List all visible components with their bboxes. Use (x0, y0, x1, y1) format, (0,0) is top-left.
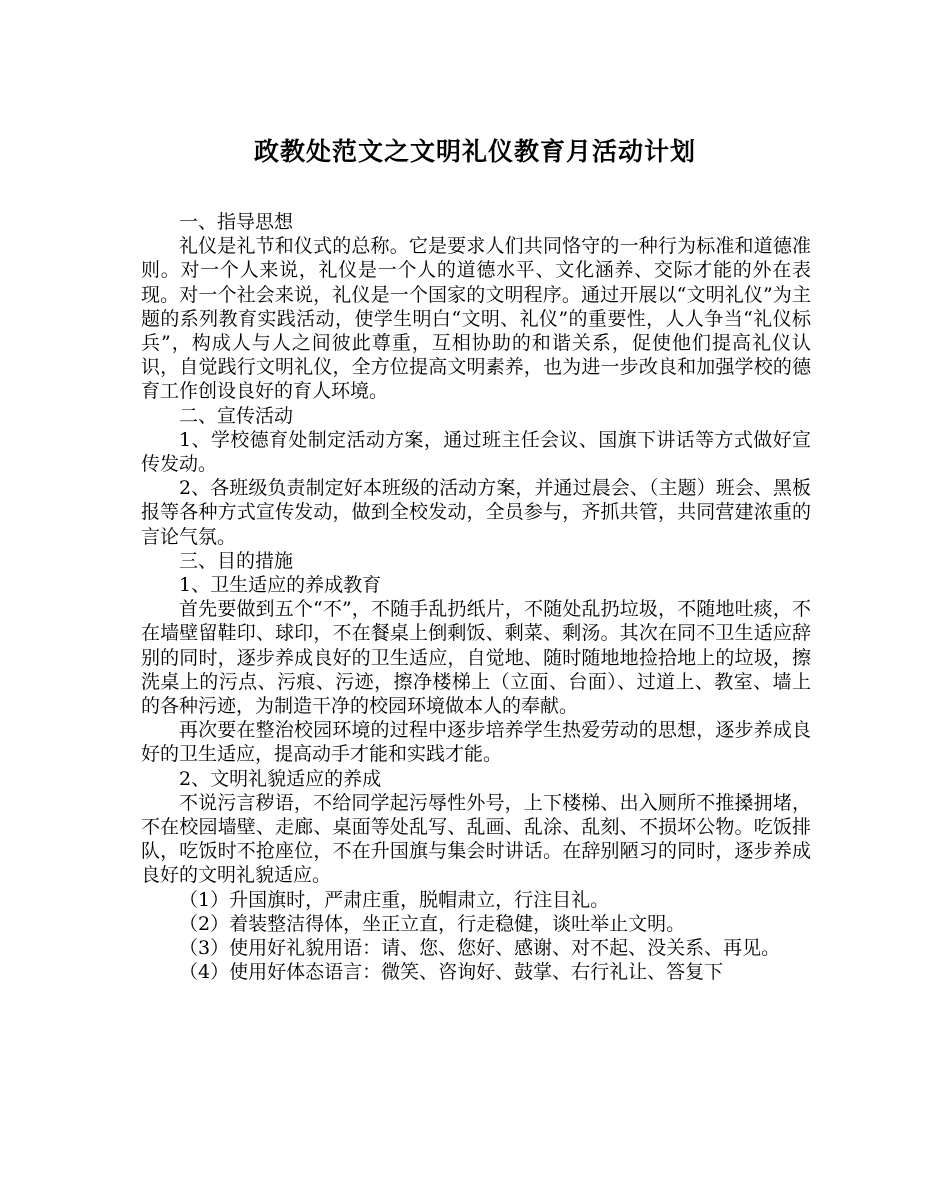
document-body (141, 210, 811, 985)
paragraph-etiquette-definition: 礼仪是礼节和仪式的总称。它是要求人们共同恪守的一种行为标准和道德准则。对一个人来说，礼仪是一个人的道德水平、文化涵养、交际才能的外在表现。对一个社会来说，礼仪是一个国家的文明程序。通过开展以“文明礼仪”为主题的系列教育实践活动，使学生明白“文明、礼仪”的重要性，人人争当“礼仪标兵”，构成人与人之间彼此尊重，互相协助的和谐关系，促使他们提高礼仪认识，自觉践行文明礼仪，全方位提高文明素养，也为进一步改良和加强学校的德育工作创设良好的育人环境。 (141, 235, 811, 403)
list-item-flag-ceremony: （1）升国旗时，严肃庄重，脱帽肃立，行注目礼。 (179, 888, 610, 911)
paragraph-hygiene-again: 再次要在整治校园环境的过程中逐步培养学生热爱劳动的思想，逐步养成良好的卫生适应，提高动手才能和实践才能。 (141, 719, 811, 766)
paragraph-hygiene-first: 首先要做到五个“不”，不随手乱扔纸片，不随处乱扔垃圾，不随地吐痰，不在墙壁留鞋印、球印，不在餐桌上倒剩饭、剩菜、剩汤。其次在同不卫生适应辞别的同时，逐步养成良好的卫生适应，自觉地、随时随地地捡拾地上的垃圾，擦洗桌上的污点、污痕、污迹，擦净楼梯上（立面、台面）、过道上、教室、墙上的各种污迹，为制造干净的校园环境做本人的奉献。 (141, 598, 811, 718)
list-item-dress: （2）着装整洁得体，坐正立直，行走稳健，谈吐举止文明。 (179, 912, 686, 935)
list-item-polite-words: （3）使用好礼貌用语：请、您、您好、感谢、对不起、没关系、再见。 (179, 937, 781, 960)
section-heading-measures: 三、目的措施 (179, 549, 294, 572)
paragraph-publicity-1: 1、学校德育处制定活动方案，通过班主任会议、国旗下讲话等方式做好宣传发动。 (141, 428, 811, 476)
list-item-body-language: （4）使用好体态语言：微笑、咨询好、鼓掌、右行礼让、答复下 (179, 961, 724, 984)
paragraph-courtesy: 不说污言秽语，不给同学起污辱性外号，上下楼梯、出入厕所不推搡拥堵，不在校园墙壁、走廊、桌面等处乱写、乱画、乱涂、乱刻、不损坏公物。吃饭排队，吃饭时不抢座位，不在升国旗与集会时讲话。在辞别陋习的同时，逐步养成良好的文明礼貌适应。 (141, 791, 811, 887)
document-title: 政教处范文之文明礼仪教育月活动计划 (253, 137, 696, 166)
subsection-heading-hygiene: 1、卫生适应的养成教育 (179, 574, 382, 597)
subsection-heading-courtesy: 2、文明礼貌适应的养成 (179, 767, 382, 790)
paragraph-publicity-2: 2、各班级负责制定好本班级的活动方案，并通过晨会、（主题）班会、黑板报等各种方式宣传发动，做到全校发动，全员参与，齐抓共管，共同营建浓重的言论气氛。 (141, 477, 811, 548)
section-heading-publicity: 二、宣传活动 (179, 404, 294, 427)
section-heading-guiding-thought: 一、指导思想 (179, 211, 294, 233)
